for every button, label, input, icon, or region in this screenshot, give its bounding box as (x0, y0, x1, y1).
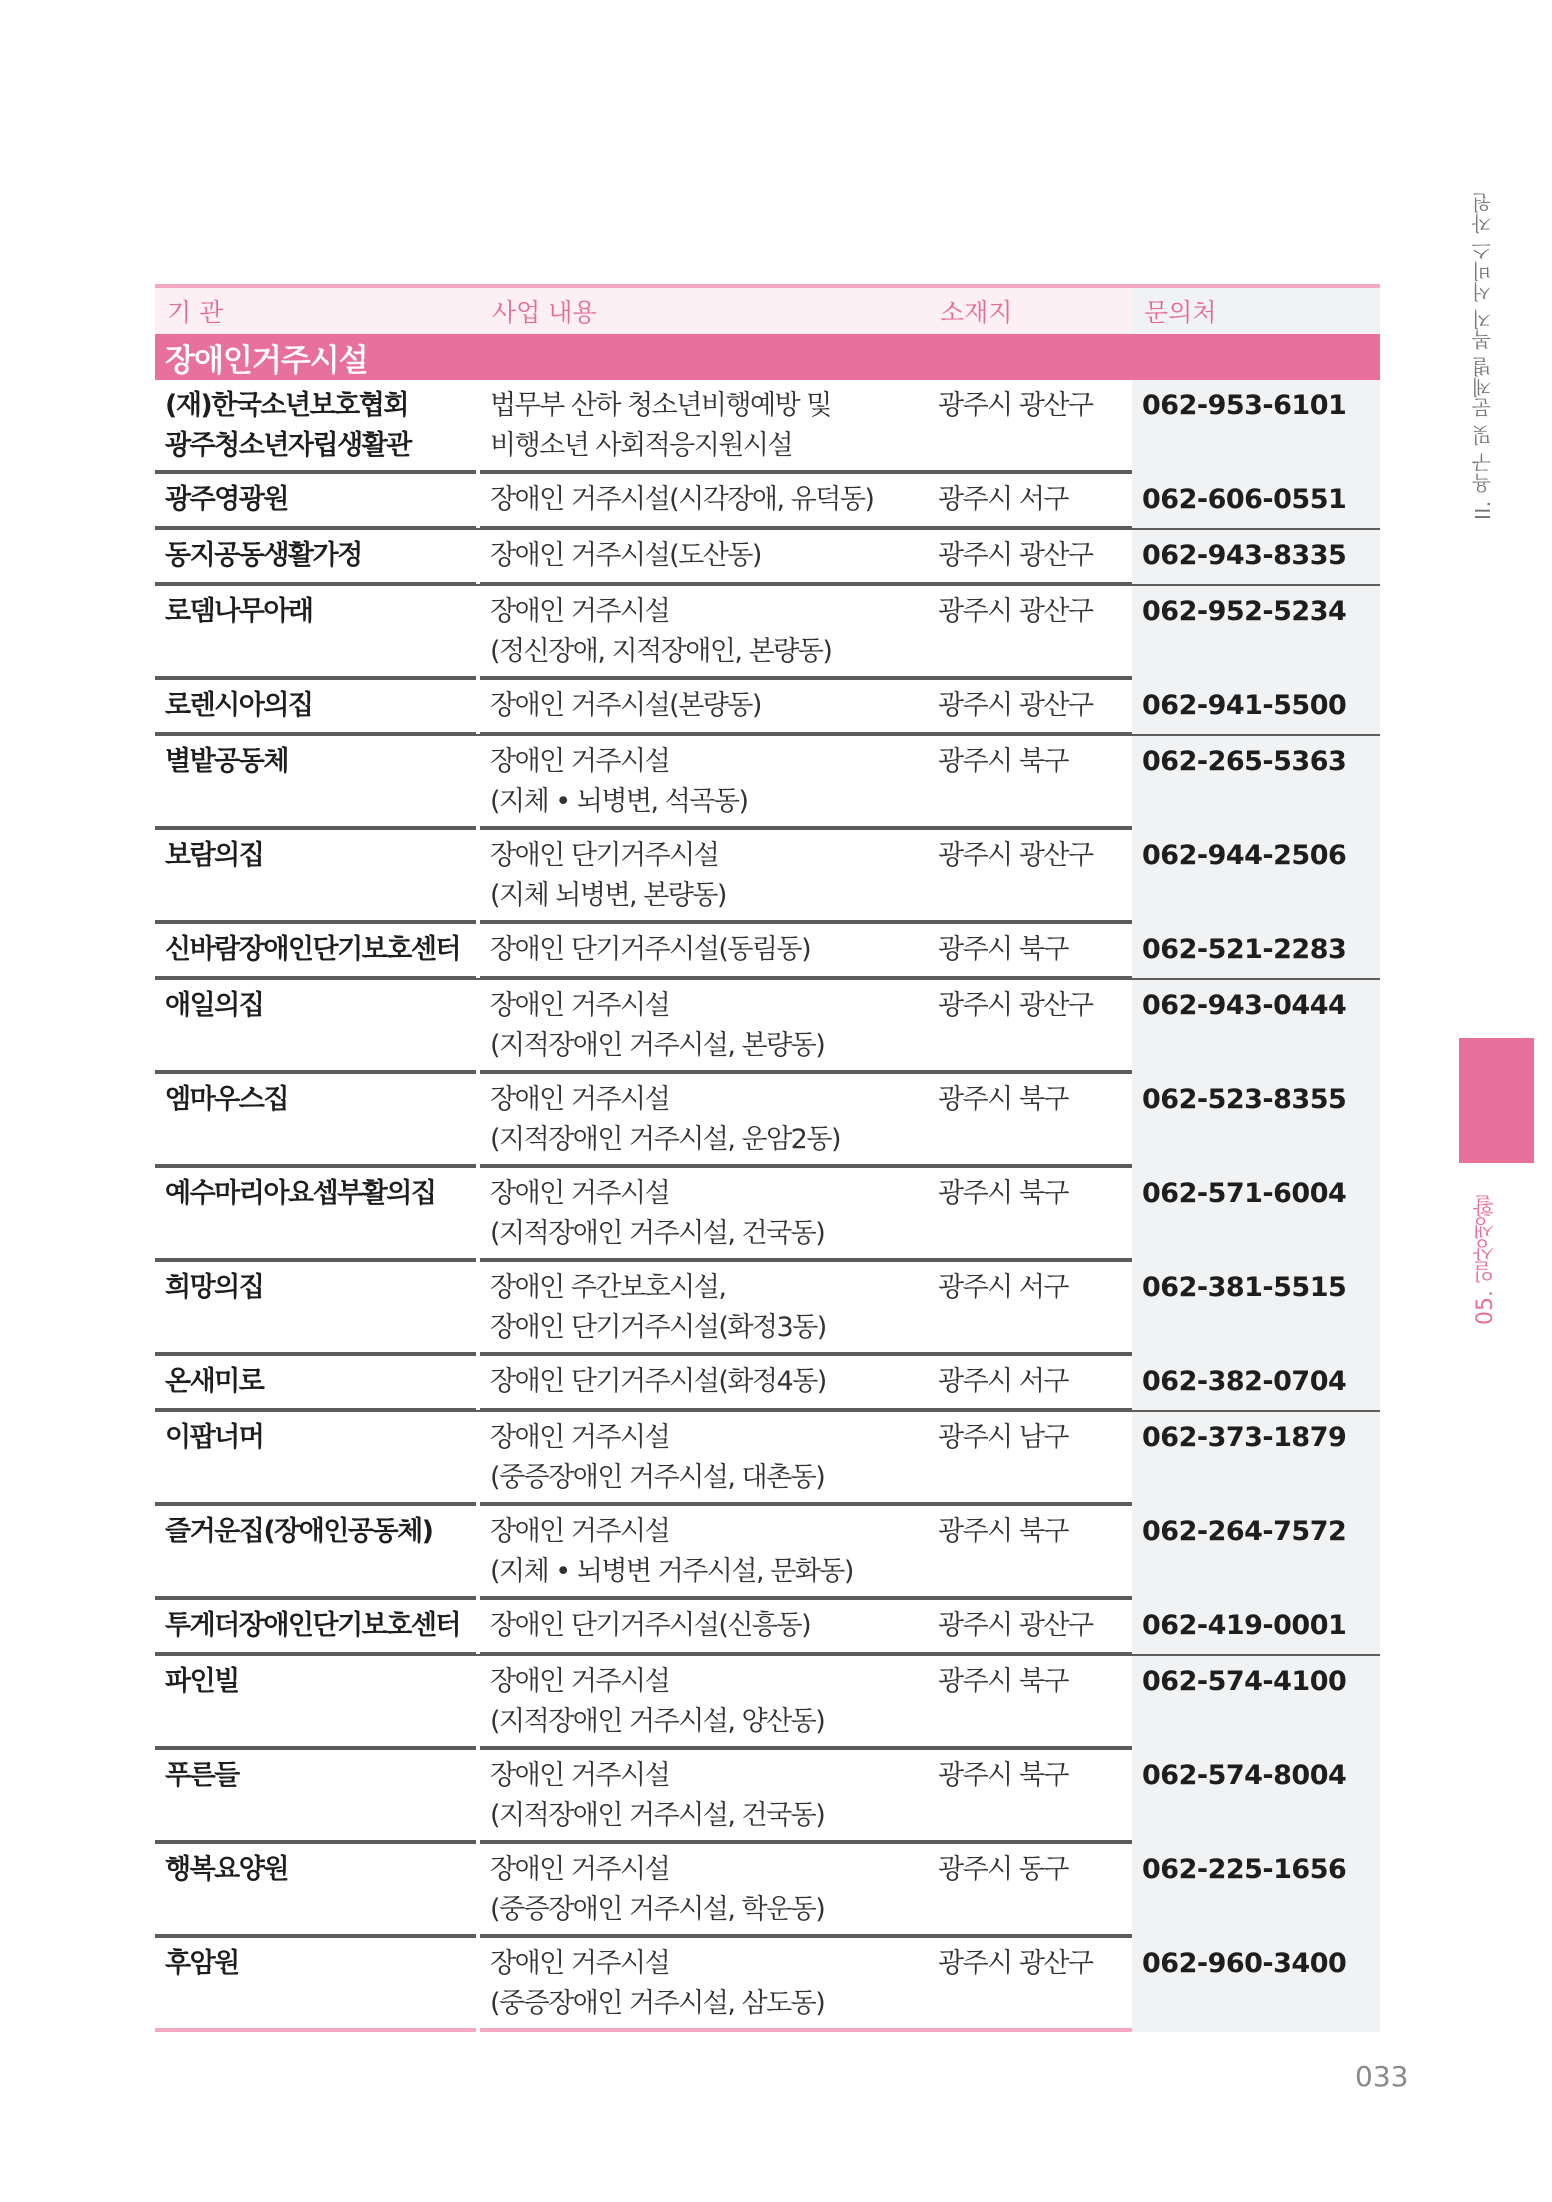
service-description-line: (지적장애인 거주시설, 운암2동) (490, 1124, 840, 1155)
service-description (480, 1600, 928, 1654)
table-row (155, 470, 1380, 526)
service-description-line: (정신장애, 지적장애인, 본량동) (490, 636, 832, 667)
phone-number: 062-606-0551 (1132, 474, 1380, 528)
table-row (155, 1596, 1380, 1652)
institution-name (155, 1750, 480, 1844)
table-row (155, 1934, 1380, 2028)
table-row (155, 1258, 1380, 1352)
service-description-line: (지적장애인 거주시설, 건국동) (490, 1218, 825, 1249)
table-row (155, 920, 1380, 976)
table-row (155, 1070, 1380, 1164)
phone-number: 062-960-3400 (1132, 1938, 1380, 2032)
institution-name-line: 즐거운집(장애인공동체) (165, 1516, 433, 1547)
phone-number: 062-419-0001 (1132, 1600, 1380, 1654)
phone-number: 062-571-6004 (1132, 1168, 1380, 1262)
location: 광주시 남구 (938, 1422, 1068, 1453)
institution-name (155, 1168, 480, 1262)
location: 광주시 서구 (938, 1366, 1068, 1397)
institution-name (155, 980, 480, 1074)
location: 광주시 북구 (938, 1084, 1068, 1115)
phone-number: 062-225-1656 (1132, 1844, 1380, 1938)
service-description-line: 장애인 거주시설 (490, 1760, 670, 1791)
location: 광주시 북구 (938, 1760, 1068, 1791)
service-description (480, 586, 928, 680)
chapter-label: II. 욕구 및 문제별 복지 서비스 자원 (1471, 192, 1495, 520)
institution-name-line: 온새미로 (165, 1366, 264, 1397)
location: 광주시 광산구 (938, 840, 1093, 871)
service-description-line: 장애인 거주시설 (490, 990, 670, 1021)
institution-name (155, 380, 480, 474)
phone-number: 062-574-8004 (1132, 1750, 1380, 1844)
service-description-line: 장애인 단기거주시설 (490, 840, 719, 871)
phone-number: 062-574-4100 (1132, 1656, 1380, 1750)
institution-name-line: 동지공동생활가정 (165, 540, 362, 571)
service-description-line: (지체 • 뇌병변, 석곡동) (490, 786, 748, 817)
table-row (155, 676, 1380, 732)
service-description (480, 924, 928, 978)
institution-name-line: 로렌시아의집 (165, 690, 313, 721)
institution-name-line: 로뎀나무아래 (165, 596, 313, 627)
service-description-line: (중증장애인 거주시설, 학운동) (490, 1894, 825, 1925)
service-description (480, 736, 928, 830)
service-description (480, 1844, 928, 1938)
header-contact: 문의처 (1132, 288, 1380, 334)
phone-number: 062-944-2506 (1132, 830, 1380, 924)
page-number: 033 (1355, 2060, 1409, 2093)
phone-number: 062-943-8335 (1132, 530, 1380, 584)
table-row (155, 380, 1380, 470)
institution-name (155, 1656, 480, 1750)
location: 광주시 북구 (938, 1178, 1068, 1209)
location: 광주시 북구 (938, 934, 1068, 965)
table-row (155, 526, 1380, 582)
service-description (480, 1750, 928, 1844)
institution-name-line: 광주청소년자립생활관 (165, 430, 411, 461)
service-description-line: (지적장애인 거주시설, 건국동) (490, 1800, 825, 1831)
service-description-line: (지체 뇌병변, 본량동) (490, 880, 726, 911)
institution-name-line: 이팝너머 (165, 1422, 264, 1453)
table-row (155, 1840, 1380, 1934)
service-description-line: 장애인 단기거주시설(신흥동) (490, 1610, 811, 1641)
facility-table (155, 284, 1380, 2032)
institution-name-line: 푸른들 (165, 1760, 239, 1791)
table-row (155, 826, 1380, 920)
institution-name (155, 586, 480, 680)
service-description-line: 장애인 거주시설 (490, 1422, 670, 1453)
service-description-line: 장애인 거주시설(본량동) (490, 690, 761, 721)
institution-name-line: 엠마우스집 (165, 1084, 288, 1115)
location: 광주시 광산구 (938, 1610, 1093, 1641)
institution-name-line: (재)한국소년보호협회 (165, 390, 408, 421)
header-institution: 기 관 (167, 298, 224, 327)
table-row (155, 976, 1380, 1070)
institution-name (155, 1262, 480, 1356)
location: 광주시 북구 (938, 1516, 1068, 1547)
institution-name (155, 924, 480, 978)
service-description (480, 1356, 928, 1410)
phone-number: 062-521-2283 (1132, 924, 1380, 978)
institution-name (155, 474, 480, 528)
institution-name-line: 예수마리아요셉부활의집 (165, 1178, 436, 1209)
service-description (480, 1412, 928, 1506)
phone-number: 062-943-0444 (1132, 980, 1380, 1074)
service-description-line: 법무부 산하 청소년비행예방 및 (490, 390, 831, 421)
service-description (480, 1074, 928, 1168)
institution-name-line: 투게더장애인단기보호센터 (165, 1610, 460, 1641)
service-description-line: 장애인 주간보호시설, (490, 1272, 726, 1303)
service-description-line: 장애인 거주시설(시각장애, 유덕동) (490, 484, 874, 515)
service-description-line: 장애인 단기거주시설(동림동) (490, 934, 811, 965)
location: 광주시 광산구 (938, 990, 1093, 1021)
institution-name-line: 별밭공동체 (165, 746, 288, 777)
phone-number: 062-523-8355 (1132, 1074, 1380, 1168)
service-description-line: 장애인 거주시설 (490, 1948, 670, 1979)
institution-name (155, 530, 480, 584)
phone-number: 062-381-5515 (1132, 1262, 1380, 1356)
service-description-line: 장애인 거주시설 (490, 746, 670, 777)
service-description (480, 474, 928, 528)
header-location: 소재지 (940, 298, 1013, 327)
phone-number: 062-265-5363 (1132, 736, 1380, 830)
service-description (480, 830, 928, 924)
table-row (155, 1502, 1380, 1596)
institution-name-line: 애일의집 (165, 990, 264, 1021)
service-description (480, 980, 928, 1074)
header-service: 사업 내용 (492, 298, 597, 327)
institution-name (155, 1938, 480, 2032)
table-row (155, 1408, 1380, 1502)
service-description-line: 장애인 거주시설 (490, 596, 670, 627)
institution-name (155, 1506, 480, 1600)
phone-number: 062-952-5234 (1132, 586, 1380, 680)
institution-name-line: 파인빌 (165, 1666, 239, 1697)
table-row (155, 1746, 1380, 1840)
table-row (155, 582, 1380, 676)
institution-name (155, 1600, 480, 1654)
location: 광주시 광산구 (938, 1948, 1093, 1979)
service-description-line: 장애인 거주시설 (490, 1084, 670, 1115)
institution-name (155, 736, 480, 830)
section-tab-marker (1459, 1038, 1534, 1163)
institution-name (155, 830, 480, 924)
phone-number: 062-264-7572 (1132, 1506, 1380, 1600)
location: 광주시 광산구 (938, 690, 1093, 721)
institution-name-line: 광주영광원 (165, 484, 288, 515)
location: 광주시 동구 (938, 1854, 1068, 1885)
institution-name (155, 1356, 480, 1410)
section-title: 장애인거주시설 (155, 334, 1380, 380)
location: 광주시 광산구 (938, 596, 1093, 627)
location: 광주시 서구 (938, 484, 1068, 515)
institution-name-line: 행복요양원 (165, 1854, 288, 1885)
service-description-line: 장애인 거주시설(도산동) (490, 540, 761, 571)
section-label: 05. 일상생활 (1473, 1195, 1498, 1325)
institution-name-line: 후암원 (165, 1948, 239, 1979)
service-description-line: (중증장애인 거주시설, 대촌동) (490, 1462, 825, 1493)
service-description (480, 530, 928, 584)
institution-name (155, 1074, 480, 1168)
service-description (480, 1938, 928, 2032)
location: 광주시 북구 (938, 1666, 1068, 1697)
phone-number: 062-373-1879 (1132, 1412, 1380, 1506)
service-description (480, 1168, 928, 1262)
service-description-line: (지적장애인 거주시설, 본량동) (490, 1030, 825, 1061)
table-row (155, 732, 1380, 826)
service-description-line: 장애인 거주시설 (490, 1854, 670, 1885)
table-row (155, 1652, 1380, 1746)
table-row (155, 1164, 1380, 1258)
institution-name-line: 보람의집 (165, 840, 264, 871)
service-description-line: 장애인 거주시설 (490, 1178, 670, 1209)
service-description-line: 장애인 단기거주시설(화정3동) (490, 1312, 826, 1343)
institution-name (155, 680, 480, 734)
institution-name (155, 1844, 480, 1938)
institution-name-line: 희망의집 (165, 1272, 264, 1303)
institution-name (155, 1412, 480, 1506)
location: 광주시 북구 (938, 746, 1068, 777)
phone-number: 062-953-6101 (1132, 380, 1380, 474)
table-row (155, 1352, 1380, 1408)
service-description-line: 장애인 거주시설 (490, 1666, 670, 1697)
service-description-line: (지체 • 뇌병변 거주시설, 문화동) (490, 1556, 853, 1587)
location: 광주시 서구 (938, 1272, 1068, 1303)
location: 광주시 광산구 (938, 390, 1093, 421)
service-description (480, 1262, 928, 1356)
location: 광주시 광산구 (938, 540, 1093, 571)
service-description-line: (지적장애인 거주시설, 양산동) (490, 1706, 825, 1737)
institution-name-line: 신바람장애인단기보호센터 (165, 934, 460, 965)
service-description (480, 680, 928, 734)
service-description-line: 장애인 단기거주시설(화정4동) (490, 1366, 826, 1397)
table-body (155, 380, 1380, 2028)
service-description (480, 1506, 928, 1600)
phone-number: 062-382-0704 (1132, 1356, 1380, 1410)
service-description-line: 장애인 거주시설 (490, 1516, 670, 1547)
service-description-line: 비행소년 사회적응지원시설 (490, 430, 793, 461)
service-description (480, 380, 928, 474)
phone-number: 062-941-5500 (1132, 680, 1380, 734)
service-description-line: (중증장애인 거주시설, 삼도동) (490, 1988, 825, 2019)
service-description (480, 1656, 928, 1750)
table-header (155, 284, 1380, 334)
